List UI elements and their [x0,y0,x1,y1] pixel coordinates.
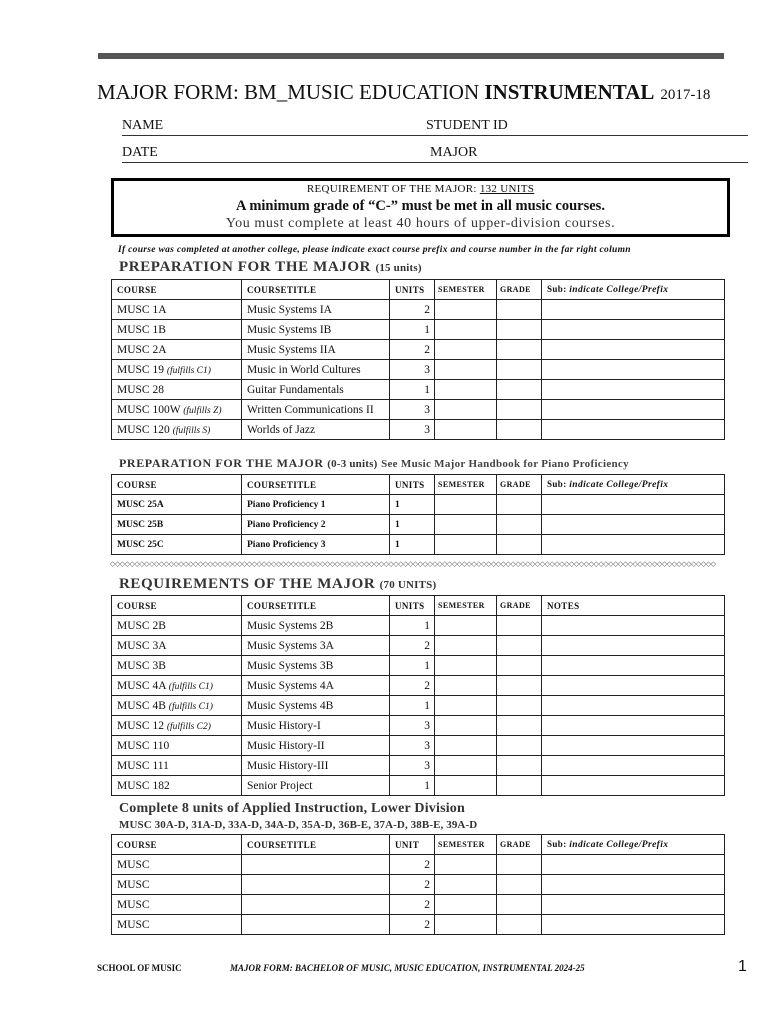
table-row [112,300,725,320]
table-row [112,716,725,736]
course-note: (fulfills C1) [166,365,211,376]
table-row [112,320,725,340]
course-cell [112,656,242,676]
col-course: COURSE [112,280,242,300]
table-header-row [112,596,725,616]
semester-cell[interactable] [435,855,497,875]
col-title: COURSETITLE [242,596,390,616]
table-row [112,495,725,515]
applied-table [111,834,725,935]
course-code: MUSC 12 [117,719,167,732]
table-row [112,515,725,535]
course-code: MUSC 1A [117,303,167,316]
grade-cell[interactable] [497,360,542,380]
piano-heading-extra: See Music Major Handbook for Piano Proficiency [381,458,629,470]
course-title: Music Systems IB [242,320,390,340]
course-cell [112,636,242,656]
course-cell [112,320,242,340]
course-units: 1 [390,616,435,636]
piano-table [111,474,725,555]
notes-cell[interactable] [542,736,725,756]
col-units: UNITS [390,596,435,616]
col-title: COURSETITLE [242,280,390,300]
table-row [112,360,725,380]
course-code: MUSC 25C [112,535,242,555]
col-notes: NOTES [542,596,725,616]
table-row [112,736,725,756]
course-title: Music History-I [242,716,390,736]
course-units: 1 [390,656,435,676]
grade-cell[interactable] [497,696,542,716]
col-sub [542,835,725,855]
course-units: 2 [390,340,435,360]
applied-course-list: MUSC 30A-D, 31A-D, 33A-D, 34A-D, 35A-D, 36B-E, 37A-D, 38B-E, 39A-D [119,819,478,831]
course-cell [112,420,242,440]
course-title: Worlds of Jazz [242,420,390,440]
grade-cell[interactable] [497,340,542,360]
course-units: 2 [390,300,435,320]
sub-cell[interactable] [542,340,725,360]
table-row [112,616,725,636]
table-row [112,855,725,875]
grade-cell[interactable] [497,515,542,535]
table-row [112,420,725,440]
course-code: MUSC 100W [117,403,184,416]
course-title: Piano Proficiency 1 [242,495,390,515]
top-rule [98,53,724,59]
course-cell [112,340,242,360]
grade-cell[interactable] [497,736,542,756]
course-cell [112,616,242,636]
semester-cell[interactable] [435,756,497,776]
table-row [112,380,725,400]
course-note: (fulfills C1) [168,681,213,692]
sub-cell[interactable] [542,420,725,440]
notes-cell[interactable] [542,696,725,716]
course-title[interactable] [242,895,390,915]
semester-cell[interactable] [435,915,497,935]
course-code: MUSC 2A [117,343,167,356]
table-row [112,776,725,796]
table-row [112,340,725,360]
course-units: 3 [390,716,435,736]
course-code: MUSC 25A [112,495,242,515]
course-title: Music Systems IA [242,300,390,320]
col-grade: GRADE [497,835,542,855]
course-code: MUSC 25B [112,515,242,535]
requirement-units: 132 UNITS [479,183,535,195]
semester-cell[interactable] [435,656,497,676]
course-title: Music Systems 3B [242,656,390,676]
course-title: Written Communications II [242,400,390,420]
course-title: Senior Project [242,776,390,796]
sub-cell[interactable] [542,360,725,380]
course-code: MUSC 4A [117,679,169,692]
course-units: 2 [390,855,435,875]
course-cell [112,300,242,320]
grade-cell[interactable] [497,716,542,736]
course-cell [112,776,242,796]
course-units: 2 [390,875,435,895]
reqs-heading-units: (70 UNITS) [379,579,437,591]
semester-cell[interactable] [435,360,497,380]
page-number: 1 [738,958,747,975]
course-units: 2 [390,915,435,935]
sub-cell[interactable] [542,535,725,555]
course-code: MUSC 111 [117,759,169,772]
course-title: Piano Proficiency 2 [242,515,390,535]
course-cell [112,360,242,380]
table-header-row [112,835,725,855]
course-units: 1 [390,776,435,796]
course-title[interactable] [242,855,390,875]
semester-cell[interactable] [435,340,497,360]
table-row [112,915,725,935]
col-sub-italic: indicate College/Prefix [569,285,669,295]
semester-cell[interactable] [435,320,497,340]
course-units: 2 [390,676,435,696]
semester-cell[interactable] [435,895,497,915]
date-label: DATE [122,145,158,160]
name-label: NAME [122,118,164,133]
col-grade: GRADE [497,280,542,300]
sub-cell[interactable] [542,855,725,875]
col-sub-italic: indicate College/Prefix [569,480,669,490]
grade-cell[interactable] [497,320,542,340]
sub-cell[interactable] [542,915,725,935]
prep-heading [119,259,422,276]
sub-cell[interactable] [542,320,725,340]
course-units: 1 [390,515,435,535]
course-title[interactable] [242,915,390,935]
course-code[interactable]: MUSC [112,895,242,915]
course-units: 1 [390,380,435,400]
course-units: 2 [390,636,435,656]
course-code: MUSC 110 [117,739,170,752]
notes-cell[interactable] [542,756,725,776]
sub-cell[interactable] [542,495,725,515]
piano-heading [119,456,629,471]
sub-cell[interactable] [542,300,725,320]
table-header-row [112,280,725,300]
semester-cell[interactable] [435,420,497,440]
course-code: MUSC 28 [117,383,164,396]
semester-cell[interactable] [435,716,497,736]
title-prefix: MAJOR FORM: BM_MUSIC EDUCATION [97,80,485,104]
title-year: 2017-18 [660,87,711,103]
col-sub [542,280,725,300]
notes-cell[interactable] [542,716,725,736]
course-title: Piano Proficiency 3 [242,535,390,555]
date-field[interactable] [122,162,426,163]
table-row [112,400,725,420]
col-course: COURSE [112,596,242,616]
table-row [112,636,725,656]
sub-cell[interactable] [542,875,725,895]
col-units: UNIT [390,835,435,855]
table-row [112,696,725,716]
semester-cell[interactable] [435,875,497,895]
requirement-label: REQUIREMENT OF THE MAJOR: [306,183,480,195]
col-course: COURSE [112,835,242,855]
grade-cell[interactable] [497,380,542,400]
grade-cell[interactable] [497,756,542,776]
course-code: MUSC 3B [117,659,166,672]
course-title[interactable] [242,875,390,895]
semester-cell[interactable] [435,300,497,320]
course-code[interactable]: MUSC [112,875,242,895]
reqs-table [111,595,725,796]
course-units: 3 [390,420,435,440]
course-cell [112,400,242,420]
semester-cell[interactable] [435,696,497,716]
student-id-label: STUDENT ID [426,118,508,133]
semester-cell[interactable] [435,535,497,555]
transfer-note: If course was completed at another college, please indicate exact course prefix and course number in the far right column [118,245,631,255]
notes-cell[interactable] [542,656,725,676]
grade-cell[interactable] [497,855,542,875]
course-code[interactable]: MUSC [112,855,242,875]
col-title: COURSETITLE [242,835,390,855]
requirement-box [111,178,730,237]
course-code: MUSC 120 [117,423,173,436]
notes-cell[interactable] [542,636,725,656]
grade-cell[interactable] [497,300,542,320]
grade-cell[interactable] [497,535,542,555]
table-row [112,875,725,895]
footer-form-title-text: MAJOR FORM: BACHELOR OF MUSIC, MUSIC EDUCATION, INSTRUMENTAL 2024-25 [230,963,585,973]
major-field[interactable] [426,162,748,163]
semester-cell[interactable] [435,380,497,400]
table-row [112,656,725,676]
sub-cell[interactable] [542,515,725,535]
reqs-heading [119,576,436,593]
course-title: Music Systems IIA [242,340,390,360]
col-units: UNITS [390,280,435,300]
course-cell [112,696,242,716]
col-sub-label: Sub: [547,284,570,294]
course-units: 3 [390,400,435,420]
course-note: (fulfills C2) [166,721,211,732]
grade-cell[interactable] [497,495,542,515]
course-note: (fulfills C1) [168,701,213,712]
course-units: 1 [390,495,435,515]
upper-division-note: You must complete at least 40 hours of upper-division courses. [225,216,616,231]
semester-cell[interactable] [435,776,497,796]
col-grade: GRADE [497,596,542,616]
course-cell [112,676,242,696]
course-title: Music Systems 3A [242,636,390,656]
course-units: 1 [390,535,435,555]
reqs-heading-text: REQUIREMENTS OF THE MAJOR [119,576,376,592]
grade-cell[interactable] [497,400,542,420]
prep-heading-text: PREPARATION FOR THE MAJOR [119,259,372,275]
course-code[interactable]: MUSC [112,915,242,935]
page-title [97,80,710,105]
course-cell [112,736,242,756]
student-id-field[interactable] [426,135,748,136]
col-grade: GRADE [497,475,542,495]
semester-cell[interactable] [435,495,497,515]
grade-cell[interactable] [497,895,542,915]
semester-cell[interactable] [435,515,497,535]
table-row [112,756,725,776]
col-semester: SEMESTER [435,475,497,495]
prep-heading-units: (15 units) [375,262,422,274]
grade-cell[interactable] [497,915,542,935]
col-sub-label: Sub: [547,479,570,489]
course-code: MUSC 1B [117,323,166,336]
notes-cell[interactable] [542,616,725,636]
table-header-row [112,475,725,495]
col-course: COURSE [112,475,242,495]
prep-table [111,279,725,440]
semester-cell[interactable] [435,400,497,420]
footer-form-title [230,963,585,973]
grade-cell[interactable] [497,776,542,796]
piano-heading-text: PREPARATION FOR THE MAJOR [119,456,324,470]
table-row [112,535,725,555]
semester-cell[interactable] [435,736,497,756]
course-title: Music in World Cultures [242,360,390,380]
semester-cell[interactable] [435,616,497,636]
col-units: UNITS [390,475,435,495]
course-units: 2 [390,895,435,915]
course-units: 3 [390,756,435,776]
grade-cell[interactable] [497,676,542,696]
table-row [112,676,725,696]
table-row [112,895,725,915]
applied-heading: Complete 8 units of Applied Instruction, Lower Division [119,801,465,816]
course-code: MUSC 2B [117,619,166,632]
course-code: MUSC 19 [117,363,167,376]
grade-cell[interactable] [497,875,542,895]
sub-cell[interactable] [542,380,725,400]
course-code: MUSC 3A [117,639,167,652]
notes-cell[interactable] [542,676,725,696]
section-divider: ◇◇◇◇◇◇◇◇◇◇◇◇◇◇◇◇◇◇◇◇◇◇◇◇◇◇◇◇◇◇◇◇◇◇◇◇◇◇◇◇◇◇◇◇◇◇◇◇◇◇◇◇◇◇◇◇◇◇◇◇◇◇◇◇◇◇◇◇◇◇◇◇◇◇◇◇◇◇◇◇◇◇◇◇◇◇◇◇◇◇◇◇◇◇◇◇◇◇◇◇◇◇◇◇◇◇◇◇◇◇◇◇◇◇◇◇◇◇◇◇◇◇◇◇ [110,561,716,567]
course-title: Music Systems 4B [242,696,390,716]
course-note: (fulfills Z) [183,405,222,416]
name-field[interactable] [122,135,426,136]
notes-cell[interactable] [542,776,725,796]
course-units: 3 [390,736,435,756]
min-grade-note: A minimum grade of “C-” must be met in all music courses. [236,198,605,214]
sub-cell[interactable] [542,400,725,420]
grade-cell[interactable] [497,656,542,676]
grade-cell[interactable] [497,616,542,636]
col-semester: SEMESTER [435,835,497,855]
grade-cell[interactable] [497,636,542,656]
title-bold: INSTRUMENTAL [484,80,655,104]
course-cell [112,380,242,400]
course-code: MUSC 4B [117,699,169,712]
sub-cell[interactable] [542,895,725,915]
course-title: Music Systems 4A [242,676,390,696]
col-semester: SEMESTER [435,280,497,300]
course-note: (fulfills S) [172,425,211,436]
requirement-units-line [114,183,727,195]
major-label: MAJOR [430,145,478,160]
grade-cell[interactable] [497,420,542,440]
footer-school: SCHOOL OF MUSIC [97,963,182,973]
col-semester: SEMESTER [435,596,497,616]
course-title: Music History-II [242,736,390,756]
course-title: Music Systems 2B [242,616,390,636]
course-cell [112,716,242,736]
piano-heading-units: (0-3 units) [327,458,378,470]
course-units: 3 [390,360,435,380]
col-sub-label: Sub: [547,839,570,849]
col-sub-italic: indicate College/Prefix [569,840,669,850]
semester-cell[interactable] [435,676,497,696]
course-units: 1 [390,320,435,340]
course-units: 1 [390,696,435,716]
col-title: COURSETITLE [242,475,390,495]
col-sub [542,475,725,495]
course-code: MUSC 182 [117,779,170,792]
course-title: Music History-III [242,756,390,776]
course-cell [112,756,242,776]
course-title: Guitar Fundamentals [242,380,390,400]
semester-cell[interactable] [435,636,497,656]
